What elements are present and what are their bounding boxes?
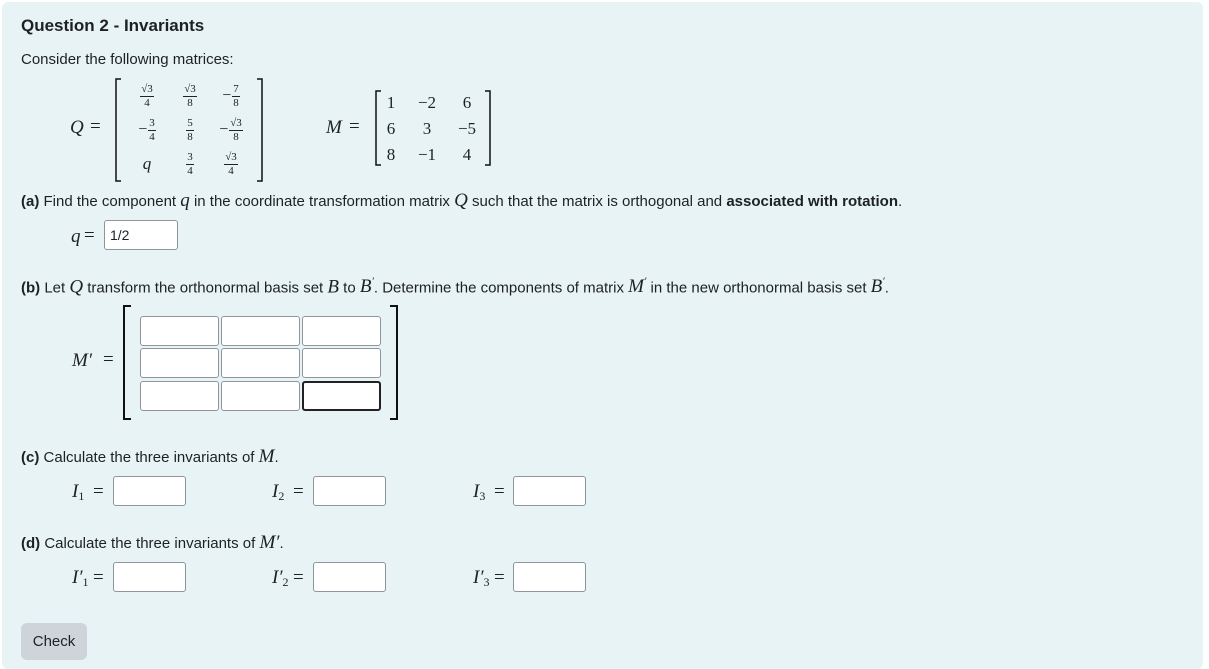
matrix-m-entry: −1 (417, 145, 437, 164)
invariant-prime-2-input[interactable] (313, 562, 386, 592)
part-a-tag: (a) (21, 193, 40, 210)
mprime-input-31[interactable] (140, 381, 219, 411)
var-Q: Q (69, 276, 84, 298)
var-B-prime: B′ (359, 276, 374, 298)
matrix-m-entry: 3 (422, 119, 432, 138)
invariant-label-1: I1 (72, 481, 85, 503)
mprime-input-21[interactable] (140, 348, 219, 378)
part-b-text: transform the orthonormal basis set (87, 279, 324, 297)
part-c-text: Calculate the three invariants of (43, 449, 255, 466)
invariant-3-input[interactable] (513, 476, 586, 506)
matrix-q-entry: − $\frac{√3}{8}$ (219, 116, 242, 143)
matrix-m-entry: 6 (462, 93, 472, 112)
period: . (898, 193, 903, 210)
matrix-m-entry: 4 (462, 145, 472, 164)
part-b-text: to (343, 279, 356, 297)
part-b-text: Let (44, 279, 66, 297)
mprime-input-22[interactable] (221, 348, 300, 378)
part-a-text: in the coordinate transformation matrix (193, 193, 450, 210)
period: . (884, 279, 889, 297)
var-B: B (327, 276, 339, 298)
invariant-prime-1-input[interactable] (113, 562, 186, 592)
part-d-question (21, 532, 284, 554)
var-B-prime: B′ (870, 276, 885, 298)
matrix-m (326, 90, 496, 166)
matrix-q-label: Q (70, 117, 84, 138)
matrix-m-entry: −5 (457, 119, 477, 138)
equals-sign: = (90, 116, 101, 137)
invariant-prime-label-1: I′1 (72, 567, 89, 589)
matrix-q-entry: $\frac{√3}{4}$ (141, 82, 153, 109)
matrix-q-entry: − $\frac{7}{8}$ (222, 82, 239, 109)
right-bracket (389, 305, 399, 420)
matrix-q (70, 78, 270, 182)
matrix-q-entry: $\frac{√3}{4}$ (225, 150, 237, 177)
question-title: Question 2 - Invariants (21, 16, 205, 35)
var-M-prime: M′ (259, 532, 280, 553)
equals-sign: = (293, 481, 304, 502)
mprime-input-23[interactable] (302, 348, 381, 378)
part-c-tag: (c) (21, 449, 40, 466)
invariant-prime-label-2: I′2 (272, 567, 289, 589)
part-a-bold: associated with rotation (726, 193, 899, 210)
part-a-text: Find the component (43, 193, 177, 210)
var-M: M (258, 446, 275, 467)
invariant-2-input[interactable] (313, 476, 386, 506)
intro-text: Consider the following matrices: (21, 51, 234, 68)
invariant-prime-3-input[interactable] (513, 562, 586, 592)
equals-sign: = (93, 567, 104, 588)
period: . (274, 449, 279, 466)
invariant-prime-label-3: I′3 (473, 567, 490, 589)
part-b-text: . Determine the components of matrix (373, 279, 624, 297)
mprime-input-11[interactable] (140, 316, 219, 346)
part-d-text: Calculate the three invariants of (44, 535, 256, 552)
part-b-text: in the new orthonormal basis set (650, 279, 867, 297)
right-bracket (484, 90, 492, 166)
var-q: q (180, 190, 190, 211)
matrix-q-entry: − $\frac{3}{4}$ (138, 116, 155, 143)
matrix-q-entry: q (142, 154, 152, 173)
part-a-text: such that the matrix is orthogonal and (471, 193, 723, 210)
matrix-q-entry: $\frac{√3}{8}$ (184, 82, 196, 109)
period: . (279, 535, 284, 552)
matrix-m-entry: 8 (386, 145, 396, 164)
mprime-input-32[interactable] (221, 381, 300, 411)
part-b-tag: (b) (21, 279, 41, 297)
equals-sign: = (93, 481, 104, 502)
part-d-tag: (d) (21, 535, 41, 552)
matrix-q-entry: $\frac{5}{8}$ (187, 116, 193, 143)
left-bracket (114, 78, 122, 182)
matrix-q-entry: $\frac{3}{4}$ (187, 150, 193, 177)
equals-sign: = (293, 567, 304, 588)
matrix-m-entry: −2 (417, 93, 437, 112)
mprime-input-33[interactable] (302, 381, 381, 411)
invariant-label-3: I3 (473, 481, 486, 503)
equals-sign: = (349, 116, 360, 137)
right-bracket (256, 78, 264, 182)
part-c-question (21, 446, 279, 468)
var-M-prime: M′ (628, 276, 647, 298)
matrix-mprime-label: M′ (72, 350, 92, 371)
left-bracket (122, 305, 132, 420)
equals-sign: = (494, 567, 505, 588)
matrix-m-label: M (326, 117, 342, 138)
answer-q-label: q (71, 226, 81, 247)
mprime-input-12[interactable] (221, 316, 300, 346)
part-b-question (21, 276, 889, 298)
invariant-label-2: I2 (272, 481, 285, 503)
part-a-question (21, 190, 902, 212)
matrix-m-entry: 1 (386, 93, 396, 112)
equals-sign: = (103, 349, 114, 370)
var-Q: Q (454, 190, 468, 211)
q-answer-input[interactable] (104, 220, 178, 250)
mprime-input-13[interactable] (302, 316, 381, 346)
matrix-m-entry: 6 (386, 119, 396, 138)
equals-sign: = (494, 481, 505, 502)
equals-sign: = (84, 225, 95, 246)
invariant-1-input[interactable] (113, 476, 186, 506)
check-button[interactable]: Check (21, 623, 87, 660)
